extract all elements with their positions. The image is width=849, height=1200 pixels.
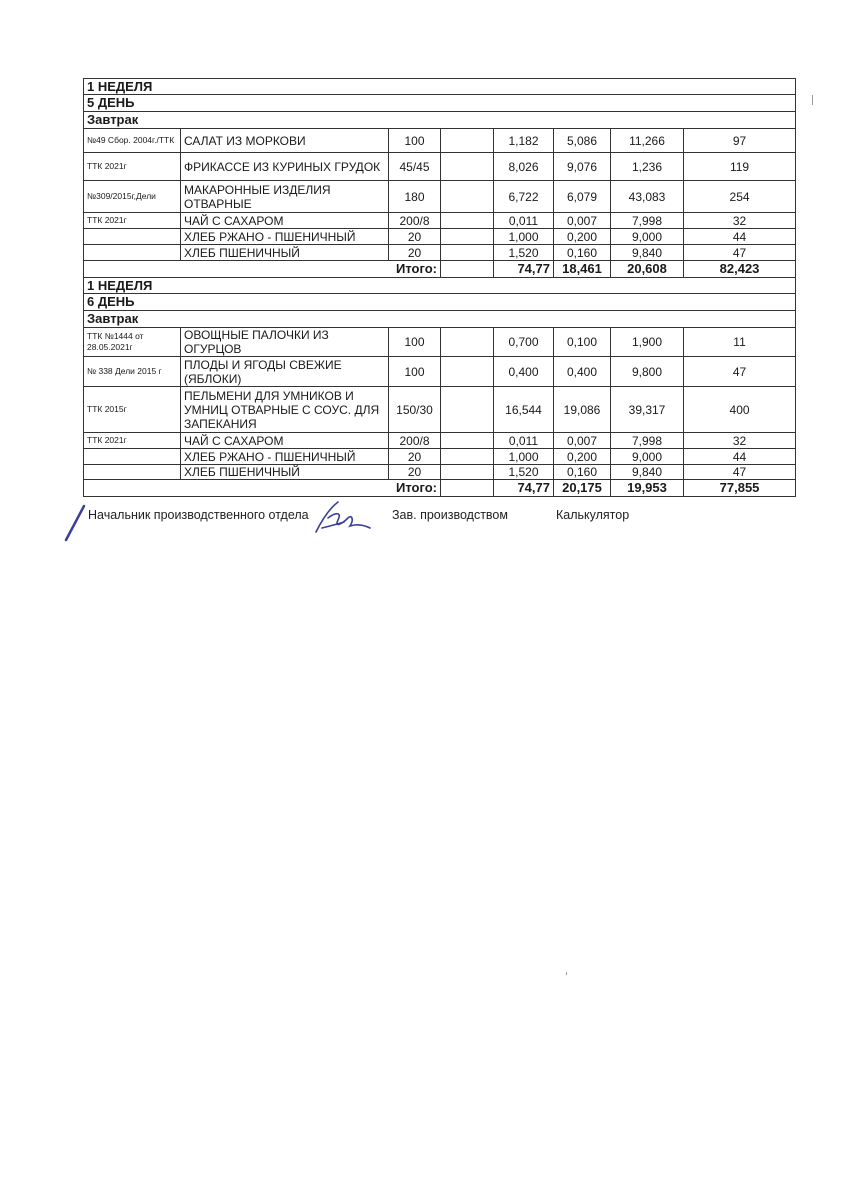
cell-protein: 1,182 bbox=[494, 129, 554, 153]
cell-protein: 1,000 bbox=[494, 449, 554, 465]
table-row bbox=[84, 357, 796, 387]
cell-name: ХЛЕБ РЖАНО - ПШЕНИЧНЫЙ bbox=[181, 229, 389, 245]
cell-price bbox=[441, 245, 494, 261]
cell-fat: 0,200 bbox=[554, 449, 611, 465]
cell-portion: 150/30 bbox=[389, 387, 441, 433]
cell-carbs: 43,083 bbox=[611, 181, 684, 213]
meal-header bbox=[84, 311, 796, 328]
cell-fat: 0,200 bbox=[554, 229, 611, 245]
cell-kcal: 32 bbox=[684, 213, 796, 229]
cell-kcal: 32 bbox=[684, 433, 796, 449]
cell-name: ХЛЕБ ПШЕНИЧНЫЙ bbox=[181, 465, 389, 480]
cell-name: ЧАЙ С САХАРОМ bbox=[181, 433, 389, 449]
cell-kcal: 119 bbox=[684, 153, 796, 181]
cell-carbs: 9,800 bbox=[611, 357, 684, 387]
cell-protein: 8,026 bbox=[494, 153, 554, 181]
cell-price bbox=[441, 153, 494, 181]
cell-kcal: 47 bbox=[684, 465, 796, 480]
table-row bbox=[84, 153, 796, 181]
week-header-text: 1 НЕДЕЛЯ bbox=[84, 79, 796, 95]
cell-price bbox=[441, 433, 494, 449]
week-header bbox=[84, 278, 796, 294]
cell-name: ПЕЛЬМЕНИ ДЛЯ УМНИКОВ И УМНИЦ ОТВАРНЫЕ С СОУС. ДЛЯ ЗАПЕКАНИЯ bbox=[181, 387, 389, 433]
week-header-text: 1 НЕДЕЛЯ bbox=[84, 278, 796, 294]
cell-price bbox=[441, 181, 494, 213]
table-row bbox=[84, 229, 796, 245]
cell-kcal: 47 bbox=[684, 357, 796, 387]
cell-fat: 0,007 bbox=[554, 213, 611, 229]
cell-fat: 9,076 bbox=[554, 153, 611, 181]
cell-fat: 0,100 bbox=[554, 328, 611, 357]
table-row bbox=[84, 213, 796, 229]
cell-code: № 338 Дели 2015 г bbox=[84, 357, 181, 387]
cell-carbs: 7,998 bbox=[611, 433, 684, 449]
table-row bbox=[84, 129, 796, 153]
cell-price bbox=[441, 129, 494, 153]
cell-carbs: 11,266 bbox=[611, 129, 684, 153]
cell-fat: 0,007 bbox=[554, 433, 611, 449]
cell-carbs: 1,236 bbox=[611, 153, 684, 181]
cell-protein: 0,400 bbox=[494, 357, 554, 387]
cell-carbs: 9,000 bbox=[611, 229, 684, 245]
cell-portion: 100 bbox=[389, 129, 441, 153]
total-price: 74,77 bbox=[494, 480, 554, 497]
handwritten-signature bbox=[308, 498, 378, 538]
total-price: 74,77 bbox=[494, 261, 554, 278]
cell-carbs: 9,000 bbox=[611, 449, 684, 465]
total-fat: 19,953 bbox=[611, 480, 684, 497]
cell-portion: 20 bbox=[389, 245, 441, 261]
meal-header bbox=[84, 112, 796, 129]
cell-empty bbox=[441, 261, 494, 278]
cell-portion: 20 bbox=[389, 229, 441, 245]
cell-carbs: 9,840 bbox=[611, 465, 684, 480]
day-header-text: 6 ДЕНЬ bbox=[84, 294, 796, 311]
cell-kcal: 97 bbox=[684, 129, 796, 153]
cell-kcal: 44 bbox=[684, 229, 796, 245]
scan-mark bbox=[812, 95, 813, 105]
cell-kcal: 254 bbox=[684, 181, 796, 213]
cell-code: ТТК 2015г bbox=[84, 387, 181, 433]
cell-kcal: 44 bbox=[684, 449, 796, 465]
cell-code: ТТК 2021г bbox=[84, 433, 181, 449]
table-row bbox=[84, 433, 796, 449]
cell-portion: 180 bbox=[389, 181, 441, 213]
day-header bbox=[84, 294, 796, 311]
cell-protein: 1,520 bbox=[494, 465, 554, 480]
cell-code: №49 Сбор. 2004г./ТТК bbox=[84, 129, 181, 153]
cell-code: ТТК 2021г bbox=[84, 213, 181, 229]
cell-code bbox=[84, 229, 181, 245]
week-header bbox=[84, 79, 796, 95]
cell-protein: 0,700 bbox=[494, 328, 554, 357]
table-row bbox=[84, 181, 796, 213]
cell-kcal: 11 bbox=[684, 328, 796, 357]
cell-price bbox=[441, 229, 494, 245]
total-carbs: 77,855 bbox=[684, 480, 796, 497]
total-fat: 20,608 bbox=[611, 261, 684, 278]
cell-name: ХЛЕБ РЖАНО - ПШЕНИЧНЫЙ bbox=[181, 449, 389, 465]
cell-name: МАКАРОННЫЕ ИЗДЕЛИЯ ОТВАРНЫЕ bbox=[181, 181, 389, 213]
cell-name: САЛАТ ИЗ МОРКОВИ bbox=[181, 129, 389, 153]
cell-code: ТТК 2021г bbox=[84, 153, 181, 181]
cell-carbs: 9,840 bbox=[611, 245, 684, 261]
cell-portion: 100 bbox=[389, 357, 441, 387]
total-label: Итого: bbox=[84, 261, 441, 278]
cell-fat: 0,160 bbox=[554, 245, 611, 261]
cell-fat: 0,400 bbox=[554, 357, 611, 387]
cell-price bbox=[441, 387, 494, 433]
cell-name: ЧАЙ С САХАРОМ bbox=[181, 213, 389, 229]
cell-name: ФРИКАССЕ ИЗ КУРИНЫХ ГРУДОК bbox=[181, 153, 389, 181]
cell-price bbox=[441, 213, 494, 229]
cell-empty bbox=[441, 480, 494, 497]
cell-carbs: 7,998 bbox=[611, 213, 684, 229]
cell-protein: 1,520 bbox=[494, 245, 554, 261]
cell-price bbox=[441, 449, 494, 465]
cell-carbs: 39,317 bbox=[611, 387, 684, 433]
table-row bbox=[84, 328, 796, 357]
table-row bbox=[84, 245, 796, 261]
menu-table bbox=[83, 78, 796, 497]
cell-code bbox=[84, 465, 181, 480]
cell-portion: 200/8 bbox=[389, 213, 441, 229]
cell-fat: 6,079 bbox=[554, 181, 611, 213]
cell-price bbox=[441, 465, 494, 480]
table-row bbox=[84, 449, 796, 465]
cell-code: ТТК №1444 от 28.05.2021г bbox=[84, 328, 181, 357]
cell-portion: 20 bbox=[389, 449, 441, 465]
table-row bbox=[84, 465, 796, 480]
cell-protein: 1,000 bbox=[494, 229, 554, 245]
cell-fat: 0,160 bbox=[554, 465, 611, 480]
cell-code bbox=[84, 449, 181, 465]
cell-portion: 45/45 bbox=[389, 153, 441, 181]
total-row bbox=[84, 480, 796, 497]
cell-protein: 6,722 bbox=[494, 181, 554, 213]
meal-header-text: Завтрак bbox=[84, 311, 796, 328]
cell-name: ПЛОДЫ И ЯГОДЫ СВЕЖИЕ (ЯБЛОКИ) bbox=[181, 357, 389, 387]
cell-code: №309/2015г,Дели bbox=[84, 181, 181, 213]
cell-carbs: 1,900 bbox=[611, 328, 684, 357]
cell-portion: 200/8 bbox=[389, 433, 441, 449]
cell-code bbox=[84, 245, 181, 261]
cell-protein: 16,544 bbox=[494, 387, 554, 433]
signature-label-head-of-dept: Начальник производственного отдела bbox=[88, 508, 309, 522]
cell-name: ОВОЩНЫЕ ПАЛОЧКИ ИЗ ОГУРЦОВ bbox=[181, 328, 389, 357]
total-label: Итого: bbox=[84, 480, 441, 497]
cell-portion: 20 bbox=[389, 465, 441, 480]
cell-kcal: 47 bbox=[684, 245, 796, 261]
signature-mark-left bbox=[60, 502, 90, 544]
cell-kcal: 400 bbox=[684, 387, 796, 433]
day-header bbox=[84, 95, 796, 112]
cell-fat: 5,086 bbox=[554, 129, 611, 153]
signature-label-production-manager: Зав. производством bbox=[392, 508, 508, 522]
total-protein: 18,461 bbox=[554, 261, 611, 278]
table-row bbox=[84, 387, 796, 433]
total-row bbox=[84, 261, 796, 278]
cell-name: ХЛЕБ ПШЕНИЧНЫЙ bbox=[181, 245, 389, 261]
scan-mark bbox=[566, 972, 567, 975]
meal-header-text: Завтрак bbox=[84, 112, 796, 129]
cell-price bbox=[441, 357, 494, 387]
cell-protein: 0,011 bbox=[494, 213, 554, 229]
cell-protein: 0,011 bbox=[494, 433, 554, 449]
day-header-text: 5 ДЕНЬ bbox=[84, 95, 796, 112]
total-protein: 20,175 bbox=[554, 480, 611, 497]
total-carbs: 82,423 bbox=[684, 261, 796, 278]
cell-price bbox=[441, 328, 494, 357]
signature-label-calculator: Калькулятор bbox=[556, 508, 630, 522]
cell-portion: 100 bbox=[389, 328, 441, 357]
cell-fat: 19,086 bbox=[554, 387, 611, 433]
